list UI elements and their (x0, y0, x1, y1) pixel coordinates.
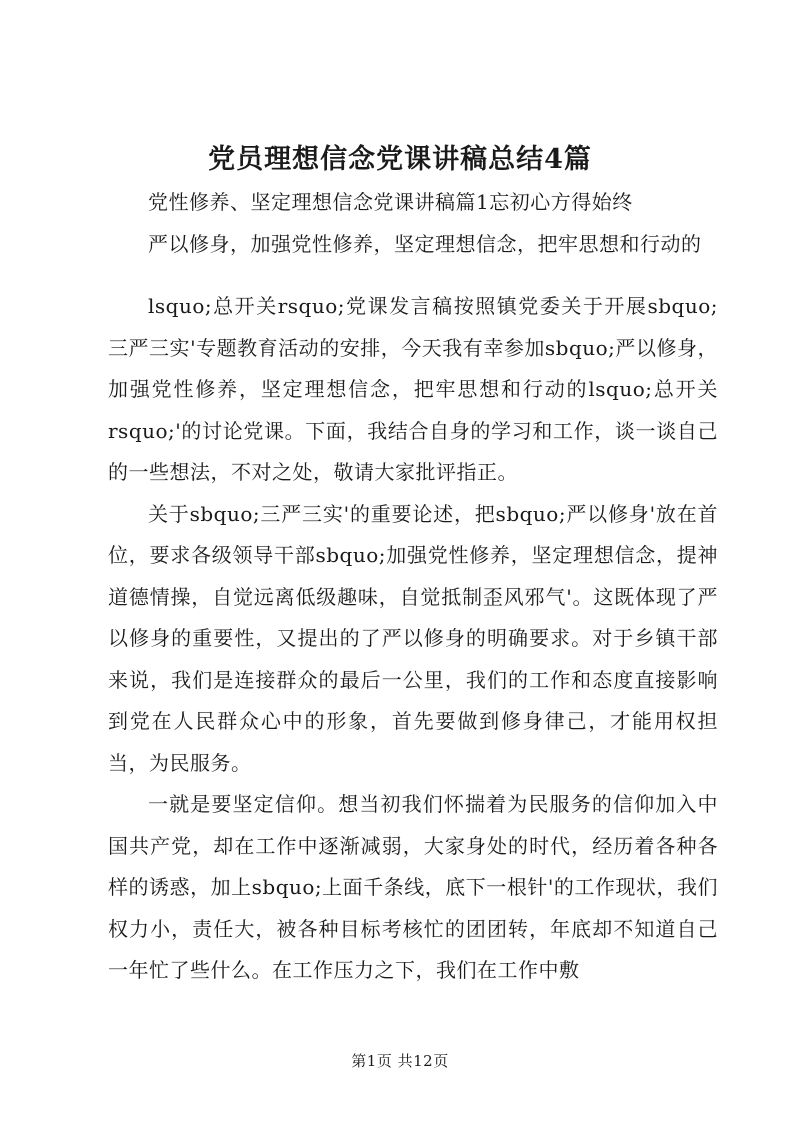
page-number-footer: 第1页 共12页 (351, 1052, 449, 1070)
paragraph-theme: 严以修身，加强党性修养，坚定理想信念，把牢思想和行动的 (148, 231, 702, 256)
document-body (108, 182, 718, 992)
paragraph-intro: lsquo;总开关rsquo;党课发言稿按照镇党委关于开展sbquo;三严三实'专题教育活动的安排，今天我有幸参加sbquo;严以修身，加强党性修养，坚定理想信念，把牢思想和行动的lsquo;总开关rsquo;'的讨论党课。下面，我结合自身的学习和工作，谈一谈自己的一些想法，不对之处，敬请大家批评指正。 (108, 294, 718, 484)
paragraph-subtitle: 党性修养、坚定理想信念党课讲稿篇1忘初心方得始终 (148, 190, 633, 214)
paragraph-faith: 一就是要坚定信仰。想当初我们怀揣着为民服务的信仰加入中国共产党，却在工作中逐渐减弱，大家身处的时代，经历着各种各样的诱惑，加上sbquo;上面千条线，底下一根针'的工作现状，我们权力小，责任大，被各种目标考核忙的团团转，年底却不知道自己一年忙了些什么。在工作压力之下，我们在工作中敷 (108, 792, 718, 982)
document-title: 党员理想信念党课讲稿总结4篇 (208, 144, 592, 175)
paragraph-discussion: 关于sbquo;三严三实'的重要论述，把sbquo;严以修身'放在首位，要求各级领导干部sbquo;加强党性修养，坚定理想信念，提神道德情操，自觉远离低级趣味，自觉抵制歪风邪气'。这既体现了严以修身的重要性，又提出的了严以修身的明确要求。对于乡镇干部来说，我们是连接群众的最后一公里，我们的工作和态度直接影响到党在人民群众心中的形象，首先要做到修身律己，才能用权担当，为民服务。 (108, 501, 718, 775)
